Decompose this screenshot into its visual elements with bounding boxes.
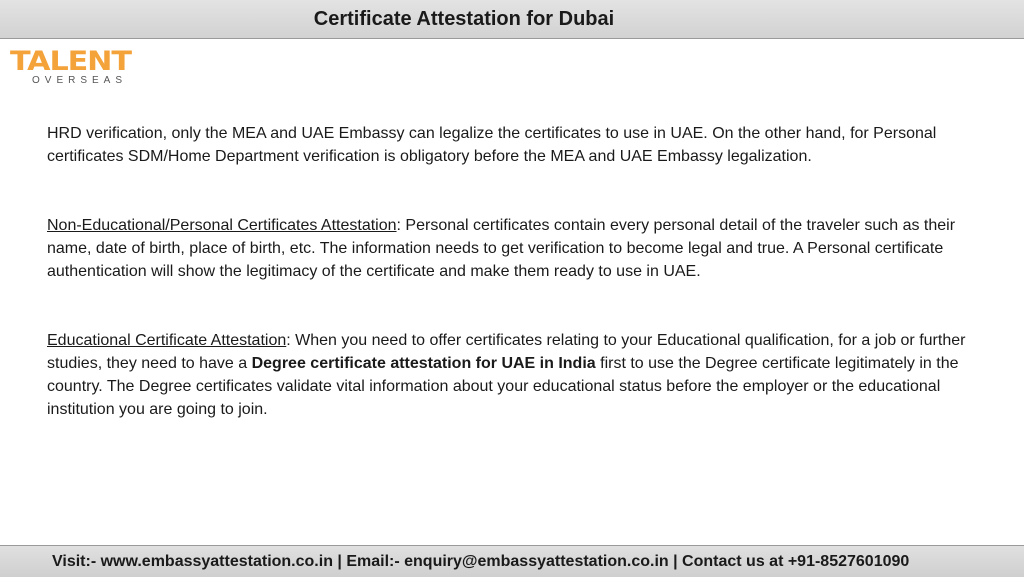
paragraph-text: HRD verification, only the MEA and UAE Embassy can legalize the certificates to use in UAE. On the other hand, for Personal certificates SDM/Home Department verification is obligatory before the MEA and UAE Embassy legalization. (47, 125, 937, 165)
logo-wordmark: TALENT (10, 46, 131, 77)
paragraph-educational-certificates (47, 329, 977, 421)
degree-attestation-link-text: Degree certificate attestation for UAE in India (251, 355, 596, 372)
header-bar (0, 0, 1024, 39)
page-title: Certificate Attestation for Dubai (313, 8, 615, 30)
educational-certificates-text-b: first to use the Degree certificate legitimately in the country. The Degree certificates validate vital information about your educational status before the employer or the educational institution you are going to join. (47, 355, 959, 418)
paragraph-personal-certificates (47, 214, 977, 283)
footer-contact-info: Visit:- www.embassyattestation.co.in | Email:- enquiry@embassyattestation.co.in | Contact us at +91-8527601090 (52, 553, 910, 570)
educational-certificates-heading: Educational Certificate Attestation (47, 332, 287, 349)
talent-overseas-logo (10, 46, 132, 90)
main-content (47, 122, 977, 421)
footer-bar (0, 545, 1024, 577)
educational-certificates-text-a: : When you need to offer certificates relating to your Educational qualification, for a job or further studies, they need to have a (47, 332, 966, 372)
paragraph-hrd-verification (47, 122, 977, 168)
personal-certificates-heading: Non-Educational/Personal Certificates Attestation (47, 217, 397, 234)
personal-certificates-text: : Personal certificates contain every personal detail of the traveler such as their name, date of birth, place of birth, etc. The information needs to get verification to become legal and true. A Personal certificate authentication will show the legitimacy of the certificate and make them ready to use in UAE. (47, 217, 956, 280)
logo-subtitle: OVERSEAS (32, 75, 128, 86)
